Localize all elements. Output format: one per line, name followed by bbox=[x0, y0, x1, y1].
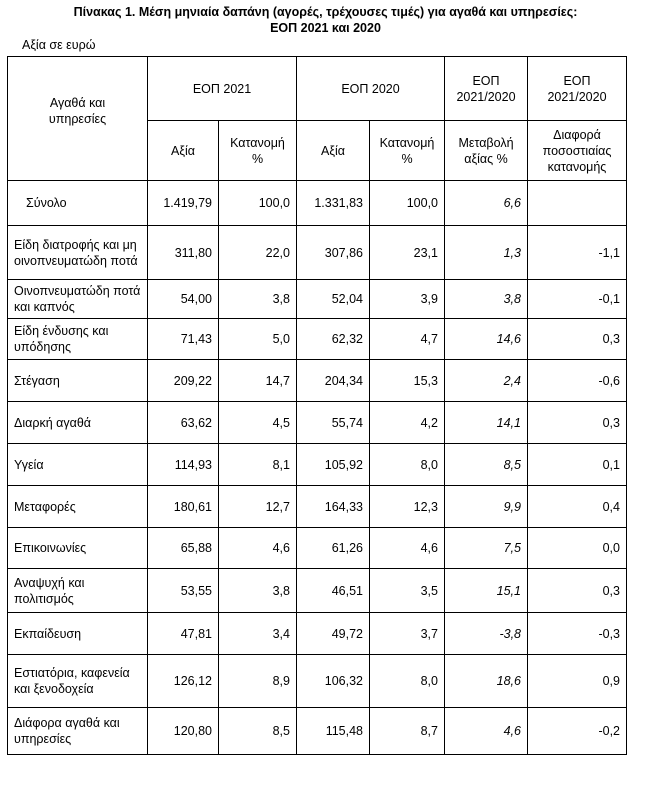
table-row bbox=[8, 280, 627, 319]
change-pct: 14,6 bbox=[445, 319, 528, 360]
value-2021: 114,93 bbox=[148, 444, 219, 486]
share-diff: -0,6 bbox=[528, 360, 627, 402]
share-2021: 4,6 bbox=[219, 528, 297, 569]
table-row bbox=[8, 486, 627, 528]
table-row bbox=[8, 444, 627, 486]
table-row-total bbox=[8, 181, 627, 226]
header-share-2020-text: Κατανομή % bbox=[379, 135, 435, 166]
table-row bbox=[8, 360, 627, 402]
value-2021: 54,00 bbox=[148, 280, 219, 319]
share-2020: 8,0 bbox=[370, 655, 445, 708]
share-diff: 0,3 bbox=[528, 402, 627, 444]
header-eop-2021: ΕΟΠ 2021 bbox=[148, 57, 297, 121]
change-pct: -3,8 bbox=[445, 613, 528, 655]
row-label: Είδη διατροφής και μη οινοπνευματώδη ποτά bbox=[8, 226, 148, 280]
change-pct: 18,6 bbox=[445, 655, 528, 708]
header-share-2021 bbox=[219, 121, 297, 181]
change-pct: 8,5 bbox=[445, 444, 528, 486]
value-2021: 180,61 bbox=[148, 486, 219, 528]
value-2021: 71,43 bbox=[148, 319, 219, 360]
value-2021: 53,55 bbox=[148, 569, 219, 613]
share-2021: 22,0 bbox=[219, 226, 297, 280]
share-2020: 8,0 bbox=[370, 444, 445, 486]
share-2021: 3,8 bbox=[219, 280, 297, 319]
row-label: Επικοινωνίες bbox=[8, 528, 148, 569]
change-pct: 15,1 bbox=[445, 569, 528, 613]
share-2020: 12,3 bbox=[370, 486, 445, 528]
value-2020: 52,04 bbox=[297, 280, 370, 319]
value-2020: 62,32 bbox=[297, 319, 370, 360]
share-diff: 0,9 bbox=[528, 655, 627, 708]
change-pct: 6,6 bbox=[445, 181, 528, 226]
row-label: Οινοπνευματώδη ποτά και καπνός bbox=[8, 280, 148, 319]
share-diff bbox=[528, 181, 627, 226]
header-share-2021-text: Κατανομή % bbox=[230, 135, 285, 166]
row-label: Μεταφορές bbox=[8, 486, 148, 528]
table-title bbox=[0, 4, 651, 36]
value-2021: 126,12 bbox=[148, 655, 219, 708]
share-2020: 15,3 bbox=[370, 360, 445, 402]
table-row bbox=[8, 226, 627, 280]
value-2020: 46,51 bbox=[297, 569, 370, 613]
share-2021: 3,8 bbox=[219, 569, 297, 613]
value-2021: 120,80 bbox=[148, 708, 219, 755]
share-2021: 100,0 bbox=[219, 181, 297, 226]
share-2021: 8,9 bbox=[219, 655, 297, 708]
share-2020: 4,7 bbox=[370, 319, 445, 360]
value-2020: 115,48 bbox=[297, 708, 370, 755]
share-diff: 0,1 bbox=[528, 444, 627, 486]
value-2021: 1.419,79 bbox=[148, 181, 219, 226]
value-2021: 209,22 bbox=[148, 360, 219, 402]
value-2021: 47,81 bbox=[148, 613, 219, 655]
share-2021: 5,0 bbox=[219, 319, 297, 360]
header-category bbox=[8, 57, 148, 181]
share-diff: 0,3 bbox=[528, 569, 627, 613]
change-pct: 3,8 bbox=[445, 280, 528, 319]
header-share-2020 bbox=[370, 121, 445, 181]
value-2021: 65,88 bbox=[148, 528, 219, 569]
row-label: Είδη ένδυσης και υπόδησης bbox=[8, 319, 148, 360]
share-2021: 12,7 bbox=[219, 486, 297, 528]
value-2021: 311,80 bbox=[148, 226, 219, 280]
value-2020: 307,86 bbox=[297, 226, 370, 280]
table-row bbox=[8, 569, 627, 613]
table-row bbox=[8, 613, 627, 655]
header-eop-comp-a-text: ΕΟΠ 2021/2020 bbox=[456, 73, 516, 104]
table-row bbox=[8, 319, 627, 360]
share-2020: 4,2 bbox=[370, 402, 445, 444]
value-2021: 63,62 bbox=[148, 402, 219, 444]
header-change-text: Μεταβολή αξίας % bbox=[458, 135, 514, 166]
share-diff: 0,0 bbox=[528, 528, 627, 569]
share-diff: -0,2 bbox=[528, 708, 627, 755]
change-pct: 7,5 bbox=[445, 528, 528, 569]
change-pct: 2,4 bbox=[445, 360, 528, 402]
share-2020: 4,6 bbox=[370, 528, 445, 569]
row-label: Διάφορα αγαθά και υπηρεσίες bbox=[8, 708, 148, 755]
row-label: Στέγαση bbox=[8, 360, 148, 402]
share-2020: 3,9 bbox=[370, 280, 445, 319]
row-label: Διαρκή αγαθά bbox=[8, 402, 148, 444]
header-change bbox=[445, 121, 528, 181]
table-title-line-1: Πίνακας 1. Μέση μηνιαία δαπάνη (αγορές, τρέχουσες τιμές) για αγαθά και υπηρεσίες: bbox=[73, 5, 578, 19]
value-2020: 55,74 bbox=[297, 402, 370, 444]
row-label: Σύνολο bbox=[8, 181, 148, 226]
header-value-2021: Αξία bbox=[148, 121, 219, 181]
share-2021: 8,1 bbox=[219, 444, 297, 486]
share-diff: -1,1 bbox=[528, 226, 627, 280]
share-diff: 0,4 bbox=[528, 486, 627, 528]
table-row bbox=[8, 655, 627, 708]
share-2021: 14,7 bbox=[219, 360, 297, 402]
table-row bbox=[8, 708, 627, 755]
header-share-diff-text: Διαφορά ποσοστιαίας κατανομής bbox=[542, 127, 612, 174]
value-2020: 49,72 bbox=[297, 613, 370, 655]
value-2020: 105,92 bbox=[297, 444, 370, 486]
header-value-2020: Αξία bbox=[297, 121, 370, 181]
share-2021: 3,4 bbox=[219, 613, 297, 655]
header-eop-comp-a bbox=[445, 57, 528, 121]
value-2020: 106,32 bbox=[297, 655, 370, 708]
expenditure-table bbox=[7, 56, 627, 755]
share-diff: 0,3 bbox=[528, 319, 627, 360]
share-2021: 4,5 bbox=[219, 402, 297, 444]
share-diff: -0,1 bbox=[528, 280, 627, 319]
change-pct: 1,3 bbox=[445, 226, 528, 280]
header-eop-2020: ΕΟΠ 2020 bbox=[297, 57, 445, 121]
row-label: Εκπαίδευση bbox=[8, 613, 148, 655]
share-2020: 3,5 bbox=[370, 569, 445, 613]
header-share-diff bbox=[528, 121, 627, 181]
unit-label: Αξία σε ευρώ bbox=[22, 38, 96, 52]
value-2020: 61,26 bbox=[297, 528, 370, 569]
table-title-line-2: ΕΟΠ 2021 και 2020 bbox=[270, 21, 381, 35]
value-2020: 164,33 bbox=[297, 486, 370, 528]
share-2020: 8,7 bbox=[370, 708, 445, 755]
change-pct: 9,9 bbox=[445, 486, 528, 528]
value-2020: 204,34 bbox=[297, 360, 370, 402]
header-eop-comp-b-text: ΕΟΠ 2021/2020 bbox=[547, 73, 607, 104]
table-row bbox=[8, 402, 627, 444]
share-2020: 23,1 bbox=[370, 226, 445, 280]
row-label: Αναψυχή και πολιτισμός bbox=[8, 569, 148, 613]
share-diff: -0,3 bbox=[528, 613, 627, 655]
header-eop-comp-b bbox=[528, 57, 627, 121]
share-2020: 3,7 bbox=[370, 613, 445, 655]
row-label: Υγεία bbox=[8, 444, 148, 486]
value-2020: 1.331,83 bbox=[297, 181, 370, 226]
header-category-text: Αγαθά και υπηρεσίες bbox=[48, 95, 107, 126]
share-2020: 100,0 bbox=[370, 181, 445, 226]
row-label: Εστιατόρια, καφενεία και ξενοδοχεία bbox=[8, 655, 148, 708]
share-2021: 8,5 bbox=[219, 708, 297, 755]
change-pct: 4,6 bbox=[445, 708, 528, 755]
change-pct: 14,1 bbox=[445, 402, 528, 444]
table-row bbox=[8, 528, 627, 569]
